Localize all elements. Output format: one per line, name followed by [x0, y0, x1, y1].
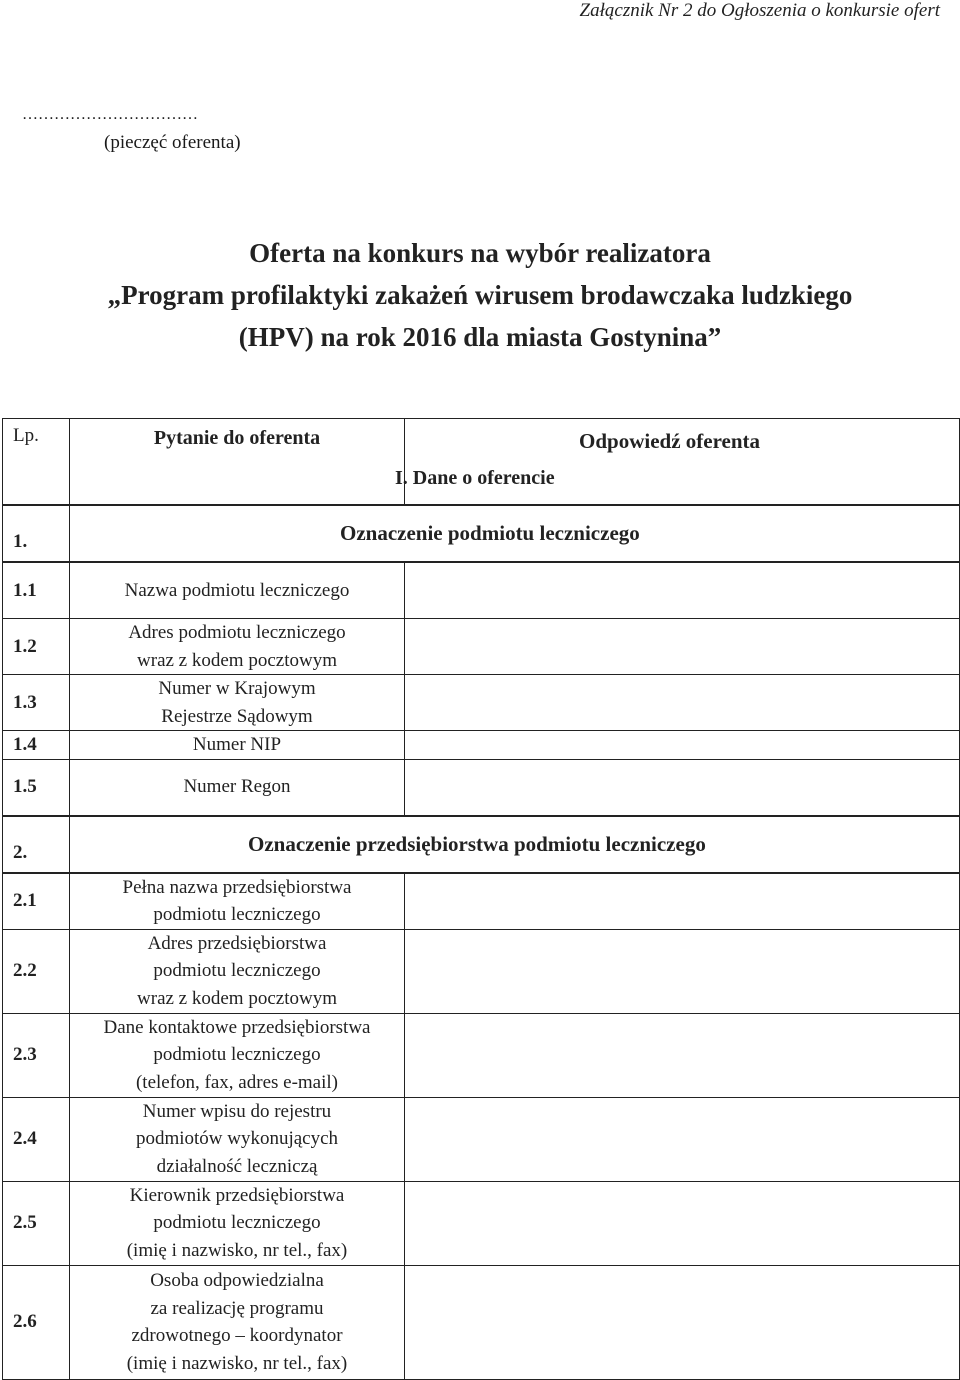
table-row: [3, 563, 960, 619]
part-title: I. Dane o oferencie: [395, 467, 555, 489]
question-label: Dane kontaktowe przedsiębiorstwa podmiotu leczniczego (telefon, fax, adres e-mail): [70, 1013, 405, 1097]
table-row: [3, 1013, 960, 1097]
table-row: [3, 1181, 960, 1265]
question-label: Nazwa podmiotu leczniczego: [70, 563, 405, 619]
question-label: Numer Regon: [70, 759, 405, 815]
col-header-question: Pytanie do oferenta: [70, 419, 405, 505]
table-header-row: [3, 419, 960, 505]
row-number: 1.4: [3, 731, 70, 760]
answer-field[interactable]: [405, 675, 960, 731]
row-number: 2.6: [3, 1265, 70, 1379]
col-header-lp: Lp.: [3, 419, 70, 505]
answer-field[interactable]: [405, 563, 960, 619]
section-1: [2, 505, 960, 562]
section-number-2: 2.: [3, 816, 70, 872]
question-label: Osoba odpowiedzialna za realizację programu zdrowotnego – koordynator (imię i nazwisko, nr tel., fax): [70, 1265, 405, 1379]
col-header-answer: [395, 419, 960, 505]
document-title: [0, 232, 960, 358]
table-row: [3, 1265, 960, 1379]
answer-field[interactable]: [405, 731, 960, 760]
section-2: [2, 816, 960, 873]
title-line-3: (HPV) na rok 2016 dla miasta Gostynina”: [238, 322, 722, 352]
row-number: 2.3: [3, 1013, 70, 1097]
question-label: Adres przedsiębiorstwa podmiotu leczniczego wraz z kodem pocztowym: [70, 929, 405, 1013]
row-number: 1.3: [3, 675, 70, 731]
stamp-dots: ……………………………: [22, 106, 198, 123]
answer-field[interactable]: [405, 1013, 960, 1097]
question-label: Numer wpisu do rejestru podmiotów wykonujących działalność leczniczą: [70, 1097, 405, 1181]
answer-field[interactable]: [405, 929, 960, 1013]
table-row: [3, 929, 960, 1013]
section-title-2: Oznaczenie przedsiębiorstwa podmiotu leczniczego: [70, 816, 960, 872]
row-number: 1.5: [3, 759, 70, 815]
section-title-1: Oznaczenie podmiotu leczniczego: [70, 506, 960, 562]
row-number: 1.2: [3, 619, 70, 675]
answer-field[interactable]: [405, 1097, 960, 1181]
answer-field[interactable]: [405, 1265, 960, 1379]
stamp-caption: (pieczęć oferenta): [104, 132, 241, 153]
annex-label: Załącznik Nr 2 do Ogłoszenia o konkursie ofert: [579, 0, 940, 21]
title-line-2: „Program profilaktyki zakażeń wirusem brodawczaka ludzkiego: [107, 280, 853, 310]
table-row: [3, 1097, 960, 1181]
answer-field[interactable]: [405, 619, 960, 675]
section-header-2: [3, 816, 960, 872]
answer-field[interactable]: [405, 759, 960, 815]
table-row: [3, 731, 960, 760]
answer-field[interactable]: [405, 873, 960, 929]
answer-header-label: Odpowiedź oferenta: [579, 429, 761, 453]
table-row: [3, 675, 960, 731]
table-row: [3, 873, 960, 929]
row-number: 2.4: [3, 1097, 70, 1181]
row-number: 2.5: [3, 1181, 70, 1265]
table-row: [3, 759, 960, 815]
title-line-1: Oferta na konkurs na wybór realizatora: [249, 238, 711, 268]
question-label: Kierownik przedsiębiorstwa podmiotu leczniczego (imię i nazwisko, nr tel., fax): [70, 1181, 405, 1265]
row-number: 2.1: [3, 873, 70, 929]
row-number: 1.1: [3, 563, 70, 619]
section-number-1: 1.: [3, 506, 70, 562]
section-2-rows: [2, 873, 960, 1380]
row-number: 2.2: [3, 929, 70, 1013]
section-header-1: [3, 506, 960, 562]
offer-table: [2, 418, 960, 1380]
section-1-rows: [2, 562, 960, 816]
question-label: Adres podmiotu leczniczego wraz z kodem pocztowym: [70, 619, 405, 675]
question-label: Pełna nazwa przedsiębiorstwa podmiotu leczniczego: [70, 873, 405, 929]
table-row: [3, 619, 960, 675]
answer-field[interactable]: [405, 1181, 960, 1265]
question-label: Numer w Krajowym Rejestrze Sądowym: [70, 675, 405, 731]
question-label: Numer NIP: [70, 731, 405, 760]
